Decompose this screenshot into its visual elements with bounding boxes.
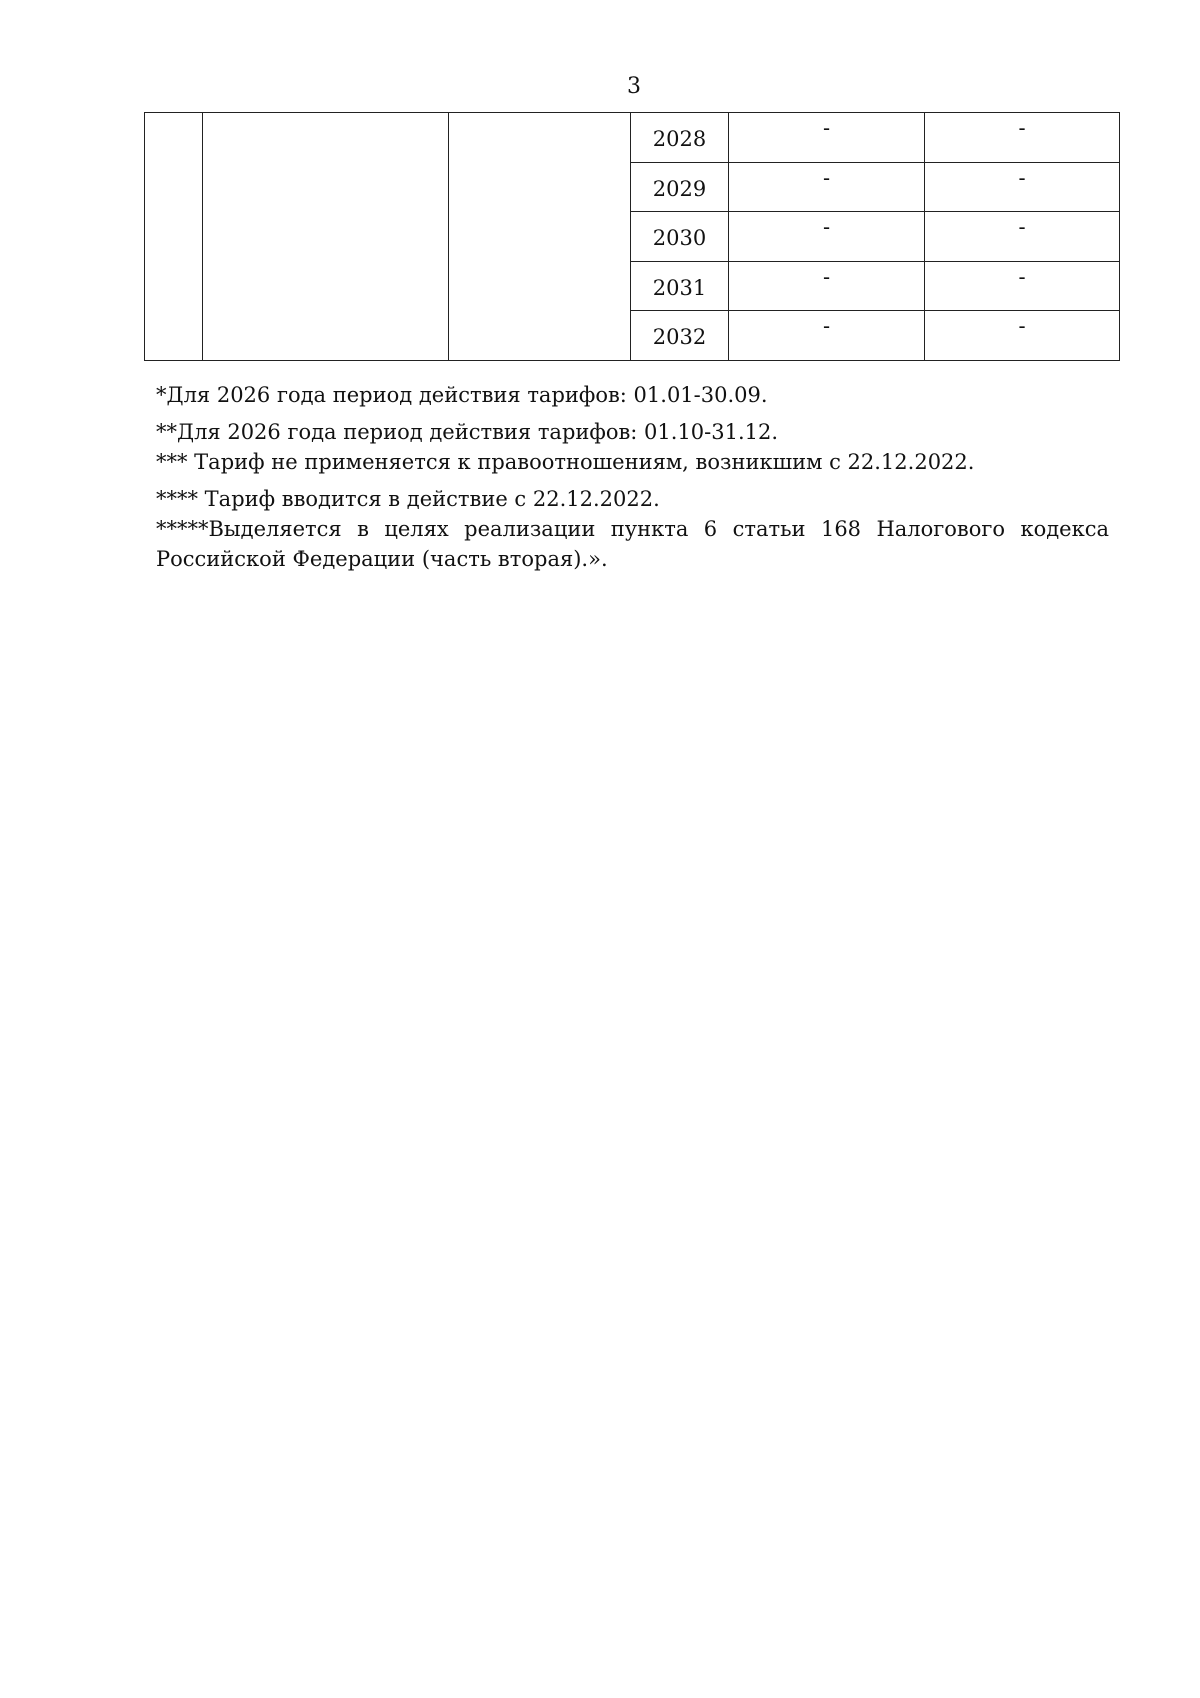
value-cell: - <box>729 113 925 163</box>
tariff-table <box>144 112 1120 361</box>
table-row <box>145 113 1120 163</box>
number-cell <box>145 113 203 361</box>
footnote-5: *****Выделяется в целях реализации пункта 6 статьи 168 Налогового кодекса Российской Федерации (часть вторая).». <box>156 517 1109 571</box>
footnote-2: **Для 2026 года период действия тарифов: 01.10-31.12. <box>156 420 779 444</box>
value-cell: - <box>925 162 1120 212</box>
name-cell <box>203 113 449 361</box>
footnote-4: **** Тариф вводится в действие с 22.12.2022. <box>156 487 660 511</box>
footnotes <box>156 380 1109 574</box>
year-cell: 2030 <box>631 212 729 262</box>
year-cell: 2031 <box>631 261 729 311</box>
year-cell: 2032 <box>631 311 729 361</box>
year-cell: 2029 <box>631 162 729 212</box>
value-cell: - <box>925 311 1120 361</box>
footnote-1: *Для 2026 года период действия тарифов: 01.01-30.09. <box>156 383 768 407</box>
value-cell: - <box>729 311 925 361</box>
footnote-3: *** Тариф не применяется к правоотношениям, возникшим с 22.12.2022. <box>156 450 975 474</box>
value-cell: - <box>925 261 1120 311</box>
value-cell: - <box>729 212 925 262</box>
value-cell: - <box>729 261 925 311</box>
value-cell: - <box>925 212 1120 262</box>
year-cell: 2028 <box>631 113 729 163</box>
value-cell: - <box>925 113 1120 163</box>
value-cell: - <box>729 162 925 212</box>
page-number: 3 <box>627 74 641 99</box>
parameter-cell <box>449 113 631 361</box>
